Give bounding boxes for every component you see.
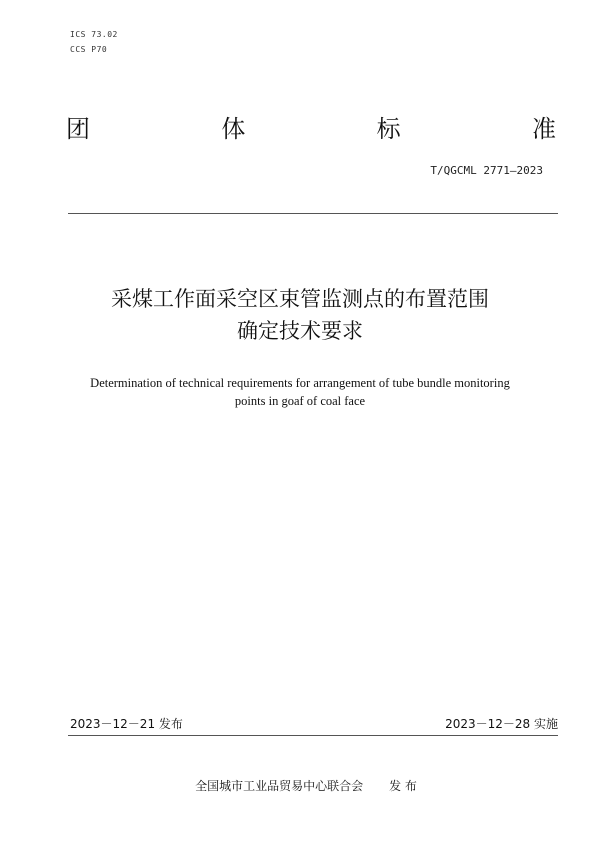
standard-type-char: 准 [531,115,556,143]
english-title [40,374,560,410]
ics-code: ICS 73.02 [70,30,118,39]
english-title-line2: points in goaf of coal face [234,394,366,408]
chinese-title-line1: 采煤工作面采空区束管监测点的布置范围 [111,287,489,311]
bottom-divider [68,735,558,736]
ccs-code: CCS P70 [70,45,108,54]
standard-type-heading [66,114,556,144]
standard-code: T/QGCML 2771—2023 [430,164,543,177]
top-divider [68,213,558,214]
chinese-title-line2: 确定技术要求 [237,319,363,343]
standard-type-char: 团 [66,115,90,143]
standard-type-char: 体 [221,115,246,143]
publisher-line [0,778,600,794]
implementation-date: 2023－12－28 实施 [445,717,558,731]
chinese-title [40,283,560,347]
standard-type-char: 标 [376,115,401,143]
issue-date: 2023－12－21 发布 [70,717,183,731]
publisher-org: 全国城市工业品贸易中心联合会 [195,779,364,793]
english-title-line1: Determination of technical requirements for arrangement of tube bundle monitoring [90,376,510,390]
publisher-action: 发 布 [389,779,417,793]
